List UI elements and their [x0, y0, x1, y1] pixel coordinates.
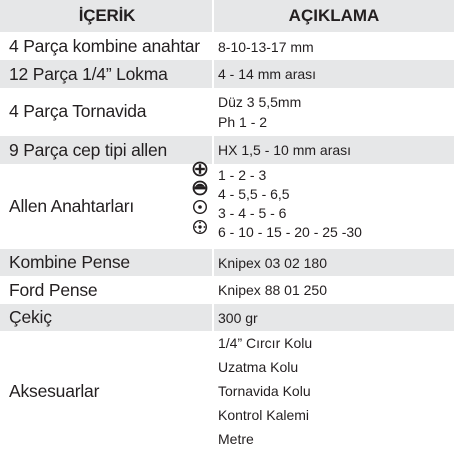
row-item-name: Ford Pense — [9, 279, 98, 300]
table-row — [0, 164, 454, 248]
description-line: 1 - 2 - 3 — [218, 167, 267, 183]
row-item-description — [218, 304, 258, 331]
row-item-description — [218, 249, 327, 276]
description-line: Knipex 03 02 180 — [218, 254, 327, 271]
table-row — [0, 249, 454, 276]
column-divider — [212, 249, 214, 276]
description-line: 6 - 10 - 15 - 20 - 25 -30 — [218, 224, 362, 240]
description-line: Tornavida Kolu — [218, 383, 311, 399]
flat-slot-icon — [192, 180, 208, 196]
header-contents: İÇERİK — [78, 6, 136, 25]
column-divider — [212, 136, 214, 164]
description-line: 4 - 14 mm arası — [218, 66, 317, 82]
description-line: Uzatma Kolu — [218, 359, 299, 375]
description-line: 300 gr — [218, 309, 258, 326]
table-row — [0, 33, 454, 60]
row-item-description — [218, 276, 327, 304]
row-item-name: 9 Parça cep tipi allen — [9, 139, 168, 160]
row-item-name: Aksesuarlar — [9, 380, 100, 401]
row-item-description — [218, 136, 351, 164]
table-row — [0, 276, 454, 304]
row-item-name: 4 Parça Tornavida — [9, 101, 147, 121]
column-divider — [212, 60, 214, 88]
description-line: Ph 1 - 2 — [218, 113, 268, 130]
row-item-name: Allen Anahtarları — [9, 195, 135, 216]
phillips-plus-icon — [192, 161, 208, 177]
table-row — [0, 331, 454, 451]
table-header — [0, 0, 454, 32]
description-line: Metre — [218, 431, 254, 447]
description-line: 8-10-13-17 mm — [218, 38, 314, 55]
row-item-name: Çekiç — [9, 307, 52, 327]
description-line: Knipex 88 01 250 — [218, 282, 327, 298]
table-row — [0, 304, 454, 331]
description-line: 1/4” Cırcır Kolu — [218, 335, 313, 351]
row-item-description — [218, 60, 316, 88]
table-row — [0, 88, 454, 135]
row-item-name: Kombine Pense — [9, 252, 130, 272]
row-item-description — [218, 331, 312, 451]
table-row — [0, 136, 454, 164]
row-item-description — [218, 88, 301, 135]
description-line: 3 - 4 - 5 - 6 — [218, 205, 287, 221]
column-divider — [212, 304, 214, 331]
row-item-description — [218, 164, 362, 250]
description-line: 4 - 5,5 - 6,5 — [218, 186, 290, 202]
table-row — [0, 60, 454, 88]
row-item-name: 4 Parça kombine anahtar — [9, 36, 200, 56]
header-description: AÇIKLAMA — [288, 6, 380, 25]
description-line: Düz 3 5,5mm — [218, 93, 302, 110]
torx-dot-icon — [192, 199, 208, 215]
row-item-description — [218, 33, 314, 60]
description-line: Kontrol Kalemi — [218, 407, 310, 423]
torx-star-icon — [192, 219, 208, 235]
row-item-name: 12 Parça 1/4” Lokma — [9, 63, 168, 84]
description-line: HX 1,5 - 10 mm arası — [218, 142, 352, 158]
